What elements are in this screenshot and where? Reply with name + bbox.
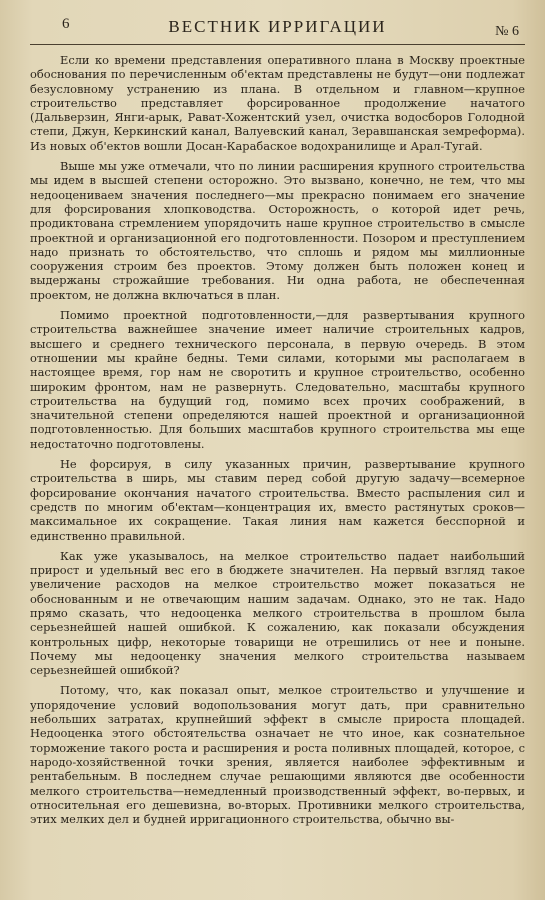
paragraph: Помимо проектной подготовленности,—для развертывания крупного строительства важнейшее значение имеет наличие строительных кадров, высшего и среднего технического персонала, в первую очередь. В этом отношении мы крайне бедны. Теми силами, которыми мы располагаем в настоящее время, гор нам не своротить и крупное строительство, особенно широким фронтом, нам не развернуть. Следовательно, масштабы крупного строительства на будущий год, помимо всех прочих соображений, в значительной степени определяются нашей проектной и организационной подготовленностью. Для больших масштабов крупного строительства мы еще недостаточно подготовлены. — [30, 308, 525, 451]
paragraph: Если ко времени представления оперативного плана в Москву проектные обоснования по перечисленным об'ектам представлены не будут—они подлежат безусловному устранению из плана. В отдельном и главном—крупное строительство представляет форсированное продолжение начатого (Дальверзин, Янги-арык, Рават-Хожентский узел, очистка водосборов Голодной степи, Джун, Керкинский канал, Валуевский канал, Зеравшанская земреформа). Из новых об'ектов вошли Досан-Карабаское водохранилище и Арал-Тугай. — [30, 53, 525, 153]
paragraph: Потому, что, как показал опыт, мелкое строительство и улучшение и упорядочение условий водопользования могут дать, при сравнительно небольших затратах, крупнейший эффект в смысле прироста площадей. Недооценка этого обстоятельства означает не что иное, как сознательное торможение такого роста и расширения и роста поливных площадей, которое, с народо-хозяйственной точки зрения, является наиболее эффективным и рентабельным. В последнем случае решающими являются две особенности мелкого строительства—немедленный производственный эффект, во-первых, и относительная его дешевизна, во-вторых. Противники мелкого строительства, этих мелких дел и будней ирригационного строительства, обычно вы- — [30, 683, 525, 827]
journal-title: ВЕСТНИК ИРРИГАЦИИ — [168, 17, 387, 36]
paragraph: Как уже указывалось, на мелкое строительство падает наибольший прирост и удельный вес его в бюджете значителен. На первый взгляд такое увеличение расходов на мелкое строительство может показаться не обоснованным и не отвечающим нашим задачам. Однако, это не так. Надо прямо сказать, что недооценка мелкого строительства в прошлом была серьезнейшей нашей ошибкой. К сожалению, как показали обсуждения контрольных цифр, некоторые товарищи не отрешились от нее и поныне. Почему мы недооценку значения мелкого строительства называем серьезнейшей ошибкой? — [30, 548, 525, 678]
page-header — [30, 0, 525, 45]
issue-number: № 6 — [495, 24, 519, 39]
paragraph: Выше мы уже отмечали, что по линии расширения крупного строительства мы идем в высшей степени осторожно. Это вызвано, конечно, не тем, что мы недооцениваем значения последнего—мы прекрасно понимаем его значение для форсирования хлопководства. Осторожность, о которой идет речь, продиктована стремлением упорядочить наше крупное строительство в смысле проектной и организационной его подготовленности. Позором и преступлением надо признать то обстоятельство, что сплошь и рядом мы миллионные сооружения строим без проектов. Этому должен быть положен конец и выдержаны строжайшие требования. Ни одна работа, не обеспеченная проектом, не должна включаться в план. — [30, 159, 525, 302]
page-number: 6 — [62, 16, 70, 32]
article-body — [30, 53, 525, 826]
paragraph: Не форсируя, в силу указанных причин, развертывание крупного строительства в ширь, мы ставим перед собой другую задачу—всемерное форсирование окончания начатого строительства. Вместо распыления сил и средств по многим об'ектам—концентрация их, вместо растянутых сроков—максимальное их сокращение. Такая линия нам кажется бесспорной и единственно правильной. — [30, 457, 525, 543]
